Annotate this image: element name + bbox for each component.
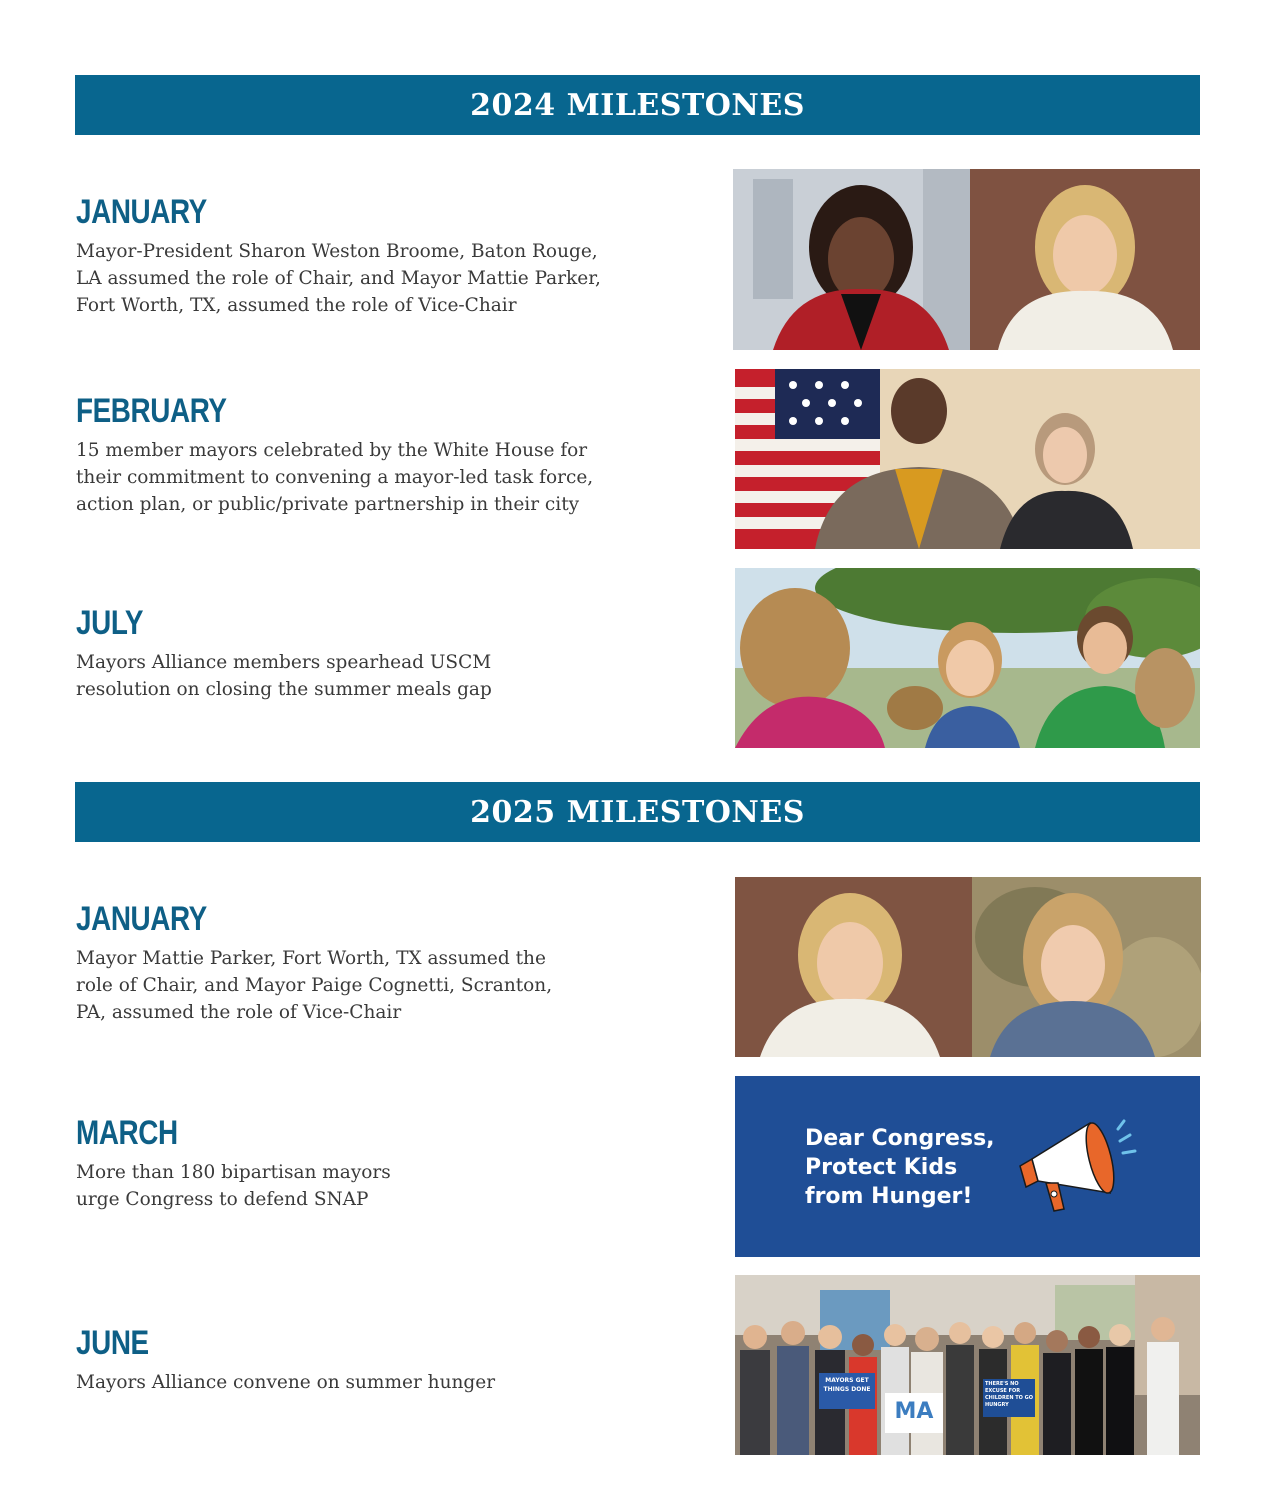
milestone-text: Mayors Alliance convene on summer hunger [76,1372,496,1393]
milestone-month: JANUARY [76,900,207,938]
photo-chair-vice-chair-2025 [735,877,1201,1057]
sign-no-excuse: THERE'S NO EXCUSE FOR CHILDREN TO GO HUNGRY [985,1381,1033,1408]
photo-mayors-convening [735,1275,1200,1455]
photo-white-house-recognition [735,369,1200,549]
section-header-2024: 2024 MILESTONES [75,75,1200,135]
photo-summer-meals-kids [735,568,1200,748]
milestone-2025-january [76,899,656,1026]
congress-graphic [735,1076,1200,1257]
milestone-month: JANUARY [76,193,207,231]
milestone-text: 15 member mayors celebrated by the White House for their commitment to convening a mayor-led task force, action plan, or public/private partnership in their city [76,440,594,515]
section-header-2025: 2025 MILESTONES [75,782,1200,842]
sign-mayors-get-things-done: MAYORS GET THINGS DONE [823,1377,871,1393]
milestone-2024-january [76,192,656,319]
milestone-2025-march [76,1113,656,1213]
congress-message: Dear Congress, Protect Kids from Hunger! [805,1126,995,1209]
milestone-month: MARCH [76,1114,178,1152]
ma-logo: MA [894,1399,934,1424]
milestone-2025-june [76,1323,656,1396]
milestone-2024-february [76,391,656,518]
milestone-month: FEBRUARY [76,392,227,430]
milestone-month: JUNE [76,1324,149,1362]
megaphone-icon [1010,1111,1140,1221]
milestone-text: Mayor Mattie Parker, Fort Worth, TX assumed the role of Chair, and Mayor Paige Cognetti, Scranton, PA, assumed the role of Vice-Chair [76,948,553,1023]
milestone-2024-july [76,603,656,703]
milestone-text: Mayor-President Sharon Weston Broome, Baton Rouge, LA assumed the role of Chair, and Mayor Mattie Parker, Fort Worth, TX, assumed the role of Vice-Chair [76,241,601,316]
photo-chair-vice-chair-2024 [733,169,1200,350]
milestone-month: JULY [76,604,144,642]
milestone-text: More than 180 bipartisan mayors urge Congress to defend SNAP [76,1162,391,1210]
milestone-text: Mayors Alliance members spearhead USCM resolution on closing the summer meals gap [76,652,492,700]
